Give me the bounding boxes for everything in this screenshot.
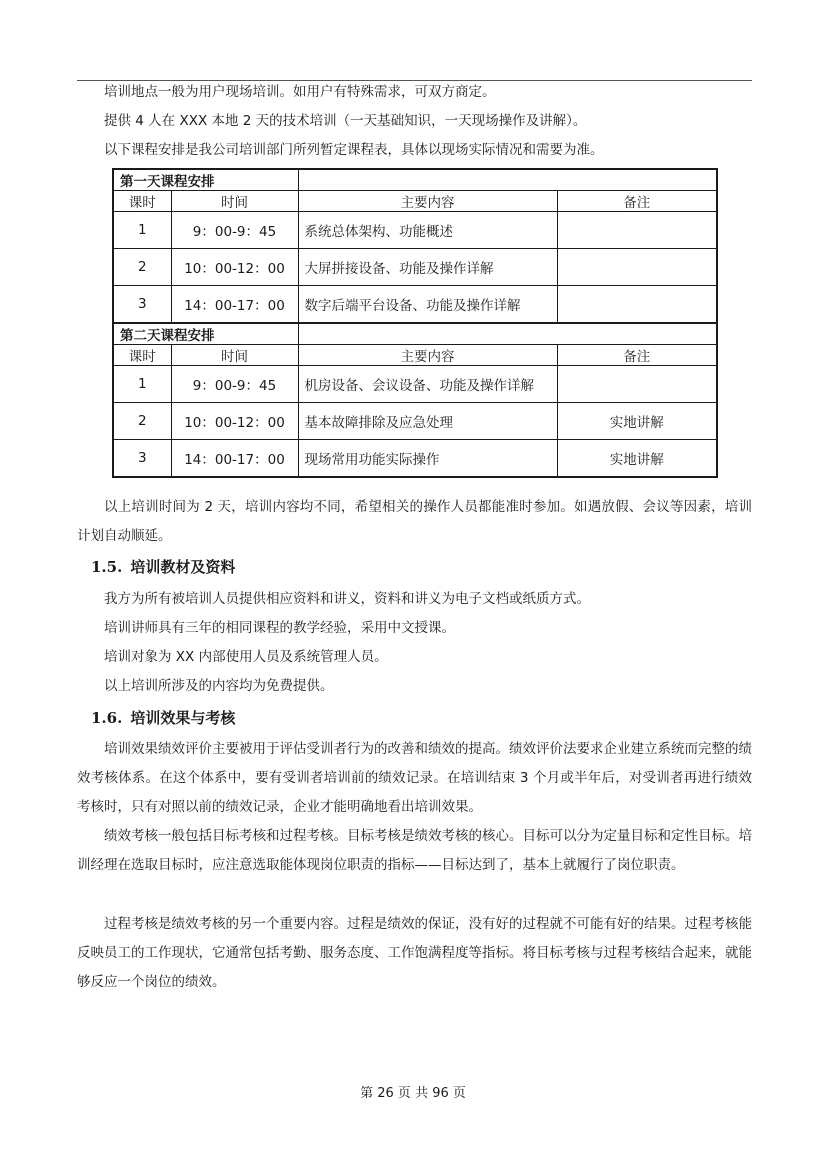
col-header-content: 主要内容 bbox=[298, 345, 557, 366]
page-footer: 第 26 页 共 96 页 bbox=[360, 1086, 466, 1101]
section-number: 1.6. bbox=[91, 709, 123, 727]
col-header-remark: 备注 bbox=[557, 191, 717, 212]
day-title-row bbox=[113, 169, 717, 191]
intro-paragraph: 培训地点一般为用户现场培训。如用户有特殊需求，可双方商定。 bbox=[104, 84, 496, 100]
section-paragraph: 我方为所有被培训人员提供相应资料和讲义，资料和讲义为电子文档或纸质方式。 bbox=[104, 591, 590, 607]
col-header-remark: 备注 bbox=[557, 345, 717, 366]
col-header-period: 课时 bbox=[113, 345, 171, 366]
col-header-time: 时间 bbox=[171, 345, 298, 366]
section-paragraph: 培训效果绩效评价主要被用于评估受训者行为的改善和绩效的提高。绩效评价法要求企业建立系统而完整的绩效考核体系。在这个体系中，要有受训者培训前的绩效记录。在培训结束 3 个月或半年后，对受训者再进行绩效考核时，只有对照以前的绩效记录，企业才能明确地看出培训效果。 bbox=[77, 741, 752, 815]
section-heading-1-5 bbox=[91, 556, 235, 577]
table-row: 2 10：00-12：00 基本故障排除及应急处理 实地讲解 bbox=[113, 403, 717, 440]
section-heading-1-6 bbox=[91, 707, 235, 728]
intro-paragraph: 以下课程安排是我公司培训部门所列暂定课程表，具体以现场实际情况和需要为准。 bbox=[104, 142, 604, 158]
col-header-time: 时间 bbox=[171, 191, 298, 212]
column-header-row bbox=[113, 345, 717, 366]
section-paragraph: 以上培训所涉及的内容均为免费提供。 bbox=[104, 678, 334, 694]
col-header-period: 课时 bbox=[113, 191, 171, 212]
section-paragraph: 绩效考核一般包括目标考核和过程考核。目标考核是绩效考核的核心。目标可以分为定量目标和定性目标。培训经理在选取目标时，应注意选取能体现岗位职责的指标——目标达到了，基本上就履行了岗位职责。 bbox=[77, 828, 752, 873]
table-row: 1 9：00-9：45 系统总体架构、功能概述 bbox=[113, 212, 717, 249]
section-title: 培训教材及资料 bbox=[130, 558, 236, 576]
col-header-content: 主要内容 bbox=[298, 191, 557, 212]
section-paragraph: 过程考核是绩效考核的另一个重要内容。过程是绩效的保证，没有好的过程就不可能有好的结果。过程考核能反映员工的工作现状，它通常包括考勤、服务态度、工作饱满程度等指标。将目标考核与过程考核结合起来，就能够反应一个岗位的绩效。 bbox=[77, 916, 752, 990]
day-title: 第一天课程安排 bbox=[113, 169, 298, 191]
table-row: 2 10：00-12：00 大屏拼接设备、功能及操作详解 bbox=[113, 249, 717, 286]
section-paragraph: 培训对象为 XX 内部使用人员及系统管理人员。 bbox=[104, 649, 388, 665]
table-row: 3 14：00-17：00 数字后端平台设备、功能及操作详解 bbox=[113, 286, 717, 324]
day-title: 第二天课程安排 bbox=[113, 323, 298, 345]
after-table-paragraph: 以上培训时间为 2 天，培训内容均不同，希望相关的操作人员都能准时参加。如遇放假、会议等因素，培训计划自动顺延。 bbox=[77, 499, 752, 544]
column-header-row bbox=[113, 191, 717, 212]
table-row: 1 9：00-9：45 机房设备、会议设备、功能及操作详解 bbox=[113, 366, 717, 403]
table-row: 3 14：00-17：00 现场常用功能实际操作 实地讲解 bbox=[113, 440, 717, 478]
day-title-row bbox=[113, 323, 717, 345]
section-title: 培训效果与考核 bbox=[130, 709, 236, 727]
course-schedule-table bbox=[112, 168, 718, 478]
section-paragraph: 培训讲师具有三年的相同课程的教学经验，采用中文授课。 bbox=[104, 620, 455, 636]
section-number: 1.5. bbox=[91, 558, 123, 576]
intro-paragraph: 提供 4 人在 XXX 本地 2 天的技术培训（一天基础知识，一天现场操作及讲解）。 bbox=[104, 113, 587, 129]
